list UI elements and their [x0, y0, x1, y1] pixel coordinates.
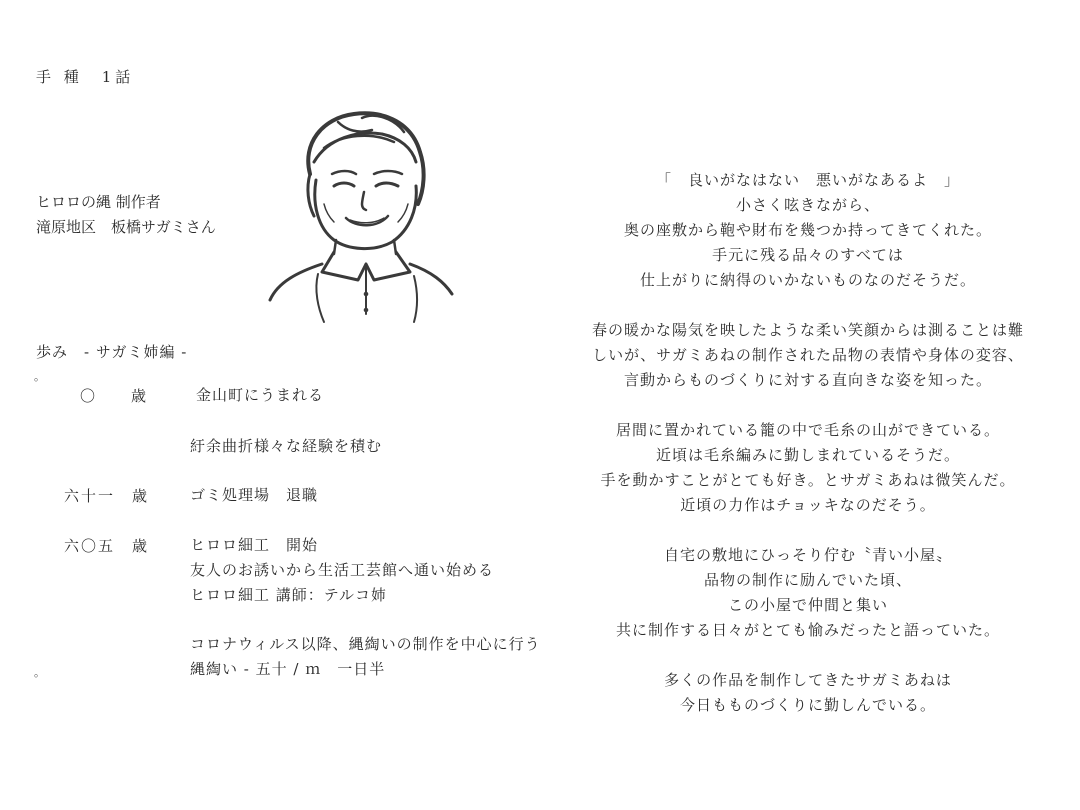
- story-line: 「 良いがなはない 悪いがなあるよ 」: [655, 171, 960, 189]
- entry-event-line: 縄綯い - 五十 / ｍ 一日半: [190, 660, 386, 678]
- entry-event-line: 友人のお誘いから生活工芸館へ通い始める: [190, 561, 495, 579]
- entry-age: 六〇五 歳: [64, 537, 150, 555]
- entry-event: [196, 383, 324, 408]
- story-line: 多くの作品を制作してきたサガミあねは: [664, 671, 952, 689]
- story-line: しいが、サガミあねの制作された品物の表情や身体の変容、: [592, 346, 1024, 364]
- bullet-mark: 。: [34, 370, 45, 383]
- entry-age: 〇 歳: [80, 387, 149, 405]
- story-line: 奥の座敷から鞄や財布を幾つか持ってきてくれた。: [623, 221, 992, 239]
- story-line: 近頃は毛糸編みに勤しまれているそうだ。: [655, 446, 960, 464]
- story-line: 仕上がりに納得のいかないものなのだそうだ。: [639, 271, 976, 289]
- entry-event: [190, 483, 318, 508]
- story-paragraph: [580, 418, 1036, 518]
- maker-info: [36, 190, 216, 240]
- story-paragraph: [580, 668, 1036, 718]
- entry-event: [190, 533, 494, 608]
- bullet-mark: 。: [34, 666, 45, 679]
- story-line: 春の暖かな陽気を映したような柔い笑顔からは測ることは難: [591, 321, 1024, 339]
- story-line: 手元に残る品々のすべては: [712, 246, 904, 264]
- story-line: 共に制作する日々がとても愉みだったと語っていた。: [615, 621, 1000, 639]
- entry-event: [190, 632, 541, 682]
- story-line: 手を動かすことがとても好き。とサガミあねは微笑んだ。: [600, 471, 1016, 489]
- elderly-woman-portrait-icon: [262, 104, 458, 330]
- story-line: 言動からものづくりに対する直向きな姿を知った。: [623, 371, 992, 389]
- maker-name: 滝原地区 板橋サガミさん: [36, 218, 216, 236]
- story-paragraph: [580, 168, 1036, 293]
- story-paragraph: [580, 543, 1036, 643]
- entry-event-line: 金山町にうまれる: [196, 386, 325, 404]
- story-line: 小さく呟きながら、: [735, 196, 880, 214]
- story-line: この小屋で仲間と集い: [727, 596, 888, 614]
- entry-event-line: ヒロロ細工 開始: [190, 536, 319, 554]
- entry-event-line: コロナウィルス以降、縄綯いの制作を中心に行う: [190, 635, 541, 653]
- episode-title: 手 種 1話: [36, 68, 135, 86]
- story-line: 近頃の力作はチョッキなのだそう。: [680, 496, 936, 514]
- entry-event-line: ゴミ処理場 退職: [190, 486, 319, 504]
- story-line: 品物の制作に励んでいた頃、: [703, 571, 912, 589]
- entry-event-line: 紆余曲折様々な経験を積む: [190, 437, 383, 455]
- story-line: 自宅の敷地にひっそり佇む〝青い小屋〟: [663, 546, 952, 564]
- history-title: 歩み - サガミ姉編 -: [36, 343, 188, 361]
- story-text: [580, 168, 1036, 743]
- entry-age: 六十一 歳: [64, 487, 150, 505]
- story-line: 今日もものづくりに勤しんでいる。: [679, 696, 936, 714]
- maker-role: ヒロロの縄 制作者: [36, 193, 161, 211]
- story-paragraph: [580, 318, 1036, 393]
- entry-event-line: ヒロロ細工 講師：テルコ姉: [190, 586, 388, 604]
- story-line: 居間に置かれている籠の中で毛糸の山ができている。: [615, 421, 1000, 439]
- entry-event: [190, 434, 382, 459]
